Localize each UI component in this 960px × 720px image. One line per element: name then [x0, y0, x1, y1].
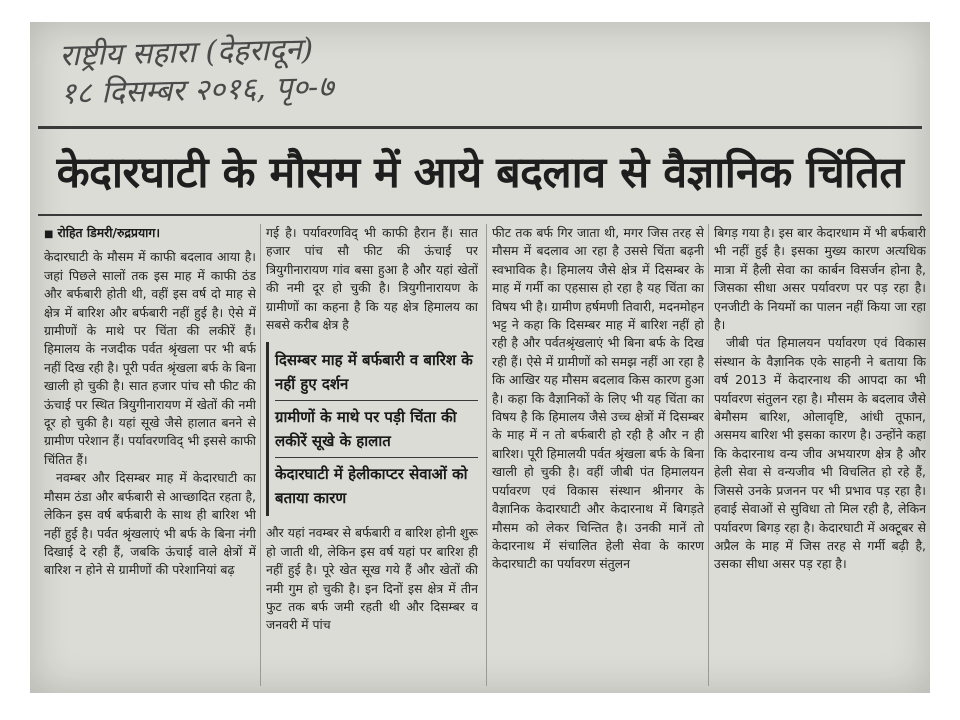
- column-4-paragraph-1: बिगड़ गया है। इस बार केदारधाम में भी बर्फबारी भी नहीं हुई है। इसका मुख्य कारण अत्यधिक मात्रा में हैली सेवा का कार्बन विसर्जन होना है, जिसका सीधा असर पर्यावरण पर पड़ रहा है। एनजीटी के नियमों का पालन नहीं किया जा रहा है।: [714, 225, 926, 333]
- article-column-2: [266, 224, 478, 686]
- headline: केदारघाटी के मौसम में आये बदलाव से वैज्ञानिक चिंतित: [56, 148, 904, 198]
- article-column-4: [714, 224, 926, 686]
- column-divider-1: [260, 224, 261, 686]
- headline-rule-top: [38, 126, 922, 129]
- column-2-top-text: गई है। पर्यावरणविद् भी काफी हैरान हैं। सात हजार पांच सौ फीट की ऊंचाई पर त्रियुगीनारायण गांव बसा हुआ है और यहां खेतों की नमी दूर हो चुकी है। त्रियुगीनारायण के ग्रामीणों का कहना है कि यह क्षेत्र हिमालय का सबसे करीब क्षेत्र है: [266, 225, 478, 333]
- highlights-box: [266, 342, 478, 516]
- column-1-paragraph-2: नवम्बर और दिसम्बर माह में केदारघाटी का मौसम ठंडा और बर्फबारी से आच्छादित रहता है, लेकिन इस वर्ष बर्फबारी के साथ ही बारिश भी नहीं हुई है। पर्वत श्रृंखलाएं भी बर्फ के बिना नंगी दिखाई दे रही हैं, जबकि ऊंचाई वाले क्षेत्रों में बारिश न होने से ग्रामीणों की परेशानियां बढ़: [44, 470, 256, 578]
- handnote-line-1: राष्ट्रीय सहारा (देहरादून): [59, 31, 314, 74]
- handnote-line-2: १८ दिसम्बर २०१६, पृ०-७: [60, 69, 335, 112]
- article-column-3: [492, 224, 704, 686]
- column-2-bottom-text: और यहां नवम्बर से बर्फबारी व बारिश होनी शुरू हो जाती थी, लेकिन इस वर्ष यहां पर बारिश ही नहीं हुई है। पूरे खेत सूख गये हैं और खेतों की नमी गुम हो चुकी है। इन दिनों इस क्षेत्र में तीन फुट तक बर्फ जमी रहती थी और दिसम्बर व जनवरी में पांच: [266, 525, 478, 633]
- article-column-1: [44, 224, 256, 686]
- column-divider-3: [708, 224, 709, 686]
- newspaper-clipping: [30, 22, 930, 693]
- handwritten-source-note: [59, 26, 491, 113]
- byline: ■ रोहित डिमरी/रुद्रप्रयाग।: [44, 224, 256, 244]
- highlight-1: दिसम्बर माह में बर्फबारी व बारिश के नहीं हुए दर्शन: [275, 344, 478, 401]
- column-3-text: फीट तक बर्फ गिर जाता थी, मगर जिस तरह से मौसम में बदलाव आ रहा है उससे चिंता बढ़नी स्वभाविक है। हिमालय जैसे क्षेत्र में दिसम्बर के माह में गर्मी का एहसास हो रहा है यह चिंता का विषय भी है। ग्रामीण हर्षमणी तिवारी, मदनमोहन भट्ट ने कहा कि दिसम्बर माह में बारिश नहीं हो रही है और पर्वतश्रृंखलाएं भी बिना बर्फ के दिख रही हैं। ऐसे में ग्रामीणों को समझ नहीं आ रहा है कि आखिर यह मौसम बदलाव किस कारण हुआ है। कहा कि वैज्ञानिकों के लिए भी यह चिंता का विषय है कि हिमालय जैसे उच्च क्षेत्रों में दिसम्बर के माह में न तो बर्फबारी हो रही है और न ही बारिश। पूरी हिमालयी पर्वत श्रृंखला बर्फ के बिना खाली हो चुकी है। वहीं जीबी पंत हिमालयन पर्यावरण एवं विकास संस्थान श्रीनगर के वैज्ञानिक केदारघाटी और केदारनाथ में बिगड़ते मौसम को लेकर चिन्तित है। उनकी मानें तो केदारनाथ में संचालित हेली सेवा के कारण केदारघाटी का पर्यावरण संतुलन: [492, 225, 704, 572]
- highlight-2: ग्रामीणों के माथे पर पड़ी चिंता की लकीरें सूखे के हालात: [275, 401, 478, 458]
- column-1-paragraph-1: केदारघाटी के मौसम में काफी बदलाव आया है। जहां पिछले सालों तक इस माह में काफी ठंड और बर्फबारी होती थी, वहीं इस वर्ष दो माह से क्षेत्र में बारिश और बर्फबारी नहीं हुई है। ऐसे में ग्रामीणों के माथे पर चिंता की लकीरें हैं। हिमालय के नजदीक पर्वत श्रृंखला पर भी बर्फ नहीं दिख रही है। पूरी पर्वत श्रृंखला बर्फ के बिना खाली हो चुकी है। सात हजार पांच सौ फीट की ऊंचाई पर स्थित त्रियुगीनारायण में खेतों की नमी दूर हो चुकी है। यहां सूखे जैसे हालात बनने से ग्रामीण परेशान हैं। पर्यावरणविद् भी इससे काफी चिंतित हैं।: [44, 249, 256, 467]
- highlight-3: केदारघाटी में हेलीकाप्टर सेवाओं को बताया कारण: [275, 465, 468, 508]
- headline-rule-bottom: [38, 214, 922, 216]
- column-divider-2: [486, 224, 487, 686]
- column-4-paragraph-2: जीबी पंत हिमालयन पर्यावरण एवं विकास संस्थान के वैज्ञानिक एके साहनी ने बताया कि वर्ष 2013 में केदारनाथ की आपदा का भी पर्यावरण संतुलन रहा है। मौसम के बदलाव जैसे बेमौसम बारिश, ओलावृष्टि, आंधी तूफान, असमय बारिश भी इसका कारण है। उन्होंने कहा कि केदारनाथ वन्य जीव अभयारण क्षेत्र है और हेली सेवा से वन्यजीव भी विचलित हो रहे हैं, जिससे उनके प्रजनन पर भी प्रभाव पड़ रहा है। हवाई सेवाओं से सुविधा तो मिल रही है, लेकिन पर्यावरण बिगड़ रहा है। केदारघाटी में अक्टूबर से अप्रैल के माह में जिस तरह से गर्मी बढ़ी है, उसका सीधा असर पड़ रहा है।: [714, 335, 926, 572]
